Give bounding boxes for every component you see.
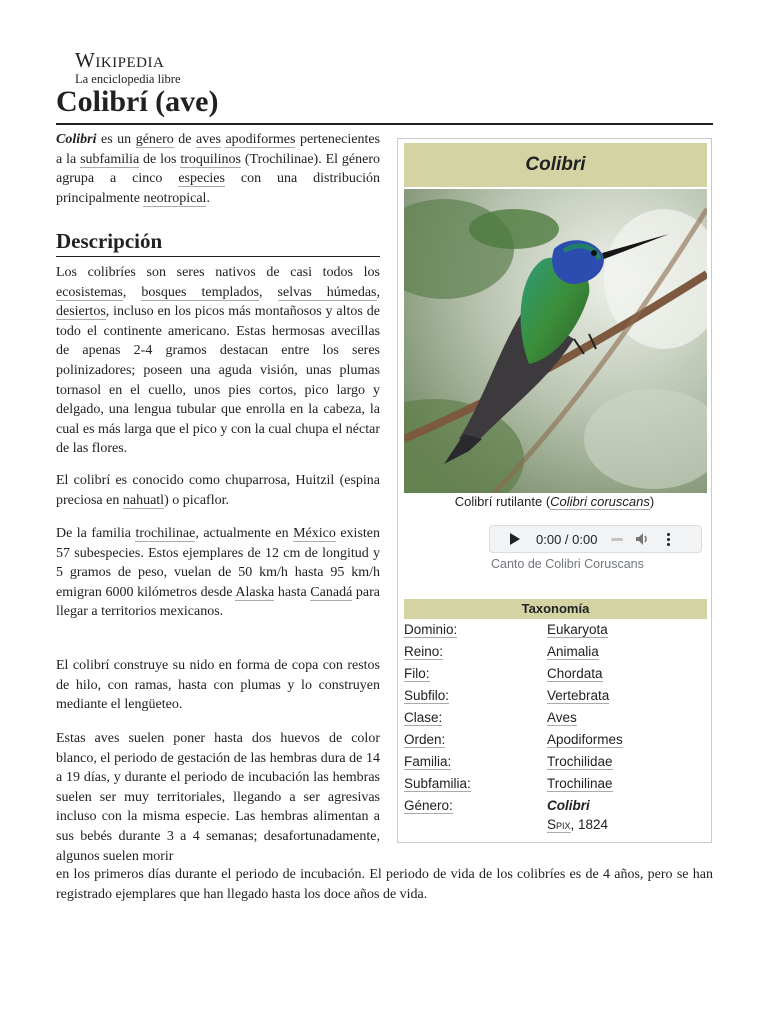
taxonomy-value-link[interactable]: Vertebrata (547, 688, 610, 703)
taxonomy-value-link[interactable]: Animalia (547, 644, 599, 659)
link-selvas-humedas[interactable]: selvas húmedas (277, 284, 377, 300)
link-mexico[interactable]: México (293, 526, 336, 541)
link-especies[interactable]: especies (178, 171, 225, 187)
title-divider (56, 123, 713, 125)
play-icon[interactable] (510, 533, 520, 545)
hummingbird-photo[interactable] (404, 189, 707, 493)
taxonomy-rank-link[interactable]: Clase: (404, 710, 443, 725)
more-options-icon[interactable] (667, 533, 671, 546)
description-paragraph-4: El colibrí construye su nido en forma de copa con restos de hilo, con ramas, hasta con plumas y lo construyen mediante el lengüeteo. (56, 658, 380, 713)
link-nahuatl[interactable]: nahuatl (122, 492, 165, 508)
taxonomy-rank-link[interactable]: Filo: (404, 666, 430, 681)
taxonomy-value-link[interactable]: Trochilidae (547, 754, 613, 769)
link-apodiformes[interactable]: apodiformes (225, 132, 296, 147)
taxonomy-rank-link[interactable]: Reino: (404, 644, 444, 659)
taxonomy-value-link[interactable]: Apodiformes (547, 732, 623, 747)
link-alaska[interactable]: Alaska (235, 584, 275, 600)
description-paragraph-2: El colibrí es conocido como chuparrosa, Huitzil (espina preciosa en nahuatl) o picaflor. (56, 473, 380, 508)
taxonomy-header: Taxonomía (404, 599, 707, 619)
taxonomy-row (404, 752, 707, 774)
taxonomy-value-link[interactable]: Aves (547, 710, 577, 725)
taxobox-title: Colibri (404, 143, 707, 187)
taxonomy-table (404, 620, 707, 836)
authority-link[interactable]: Spix (547, 817, 571, 832)
taxonomy-row (404, 686, 707, 708)
link-trochilinae[interactable]: trochilinae (135, 526, 196, 541)
section-divider (56, 256, 380, 257)
link-aves[interactable]: aves (196, 132, 221, 147)
taxonomy-rank-link[interactable]: Subfilo: (404, 688, 450, 703)
link-troquilinos[interactable]: troquilinos (180, 151, 241, 167)
taxonomic-authority: Spix, 1824 (547, 817, 609, 832)
link-bosques-templados[interactable]: bosques templados (141, 284, 260, 300)
audio-time: 0:00 / 0:00 (536, 531, 598, 547)
photo-caption: Colibrí rutilante (Colibri coruscans) (454, 494, 655, 509)
taxonomy-row (404, 620, 707, 642)
section-heading-descripcion: Descripción (56, 229, 163, 253)
description-paragraph-3: De la familia trochilinae, actualmente en México existen 57 subespecies. Estos ejemplares de 12 cm de longitud y 5 gramos de peso, vuelan de 50 km/h hasta 95 km/h emigran 6000 kilómetros desde Alaska hasta Canadá para llegar a territorios mexicanos. (56, 526, 381, 620)
description-paragraph-5-continued: en los primeros días durante el periodo de incubación. El periodo de vida de los colibríes es de 4 años, pero se han registrado ejemplares que han llegado hasta los doce años de vida. (56, 867, 713, 902)
taxonomy-value-link[interactable]: Chordata (547, 666, 603, 681)
taxonomy-row (404, 774, 707, 796)
description-paragraph-1: Los colibríes son seres nativos de casi todos los ecosistemas, bosques templados, selvas húmedas, desiertos, incluso en los picos más montañosos y altos de todo el continente americano. Estas hermosas avecillas de apenas 2-4 gramos destacan entre los seres polinizadores; poseen una aguda visión, unas plumas tornasol en el cuello, unos pies cortos, pico largo y delgado, una lengua tubular que enrolla en la cabeza, la cual es más larga que el pico y con la cual chupa el néctar de las flores. (56, 265, 381, 457)
logo-wordmark: Wikipedia (75, 48, 165, 72)
wikipedia-logo[interactable] (75, 50, 195, 86)
taxonomy-row (404, 642, 707, 664)
description-paragraph-5: Estas aves suelen poner hasta dos huevos de color blanco, el periodo de gestación de las hembras dura de 14 a 19 días, y durante el periodo de incubación las hembras suelen ser muy territoriales, llegando a ser agresivas incluso con la misma especie. Las hembras alimentan a sus bebés durante 3 a 4 semanas; desafortunadamente, algunos suelen morir (56, 731, 380, 864)
logo-tagline: La enciclopedia libre (75, 72, 181, 86)
taxonomy-value-link[interactable]: Eukaryota (547, 622, 608, 637)
link-desiertos[interactable]: desiertos (56, 304, 106, 320)
link-neotropical[interactable]: neotropical (143, 190, 207, 206)
taxobox (397, 138, 712, 843)
audio-player (489, 525, 702, 553)
taxonomy-row (404, 796, 707, 836)
taxonomy-row (404, 708, 707, 730)
taxonomy-value-link[interactable]: Trochilinae (547, 776, 613, 791)
taxonomy-rank-link[interactable]: Orden: (404, 732, 446, 747)
genus-name: Colibri (547, 798, 590, 813)
link-canada[interactable]: Canadá (310, 584, 353, 600)
taxonomy-rank-link[interactable]: Subfamilia: (404, 776, 471, 791)
link-genero[interactable]: género (135, 132, 174, 147)
intro-paragraph: Colibri es un género de aves apodiformes pertenecientes a la subfamilia de los troquilinos (Trochilinae). El género agrupa a cinco especies con una distribución principalmente neotropical. (56, 132, 380, 206)
taxonomy-row (404, 664, 707, 686)
volume-icon[interactable] (635, 532, 649, 546)
page-title: Colibrí (ave) (56, 85, 219, 118)
intro-bold-term: Colibri (56, 132, 97, 147)
taxonomy-rank-link[interactable]: Familia: (404, 754, 452, 769)
audio-progress-bar[interactable] (611, 538, 623, 541)
taxonomy-rank-link[interactable]: Género: (404, 798, 453, 813)
taxonomy-row (404, 730, 707, 752)
link-subfamilia[interactable]: subfamilia (80, 151, 140, 167)
link-ecosistemas[interactable]: ecosistemas (56, 284, 123, 300)
taxonomy-rank-link[interactable]: Dominio: (404, 622, 458, 637)
audio-caption: Canto de Colibri Coruscans (491, 557, 644, 571)
caption-species-link[interactable]: Colibri coruscans (550, 494, 650, 509)
